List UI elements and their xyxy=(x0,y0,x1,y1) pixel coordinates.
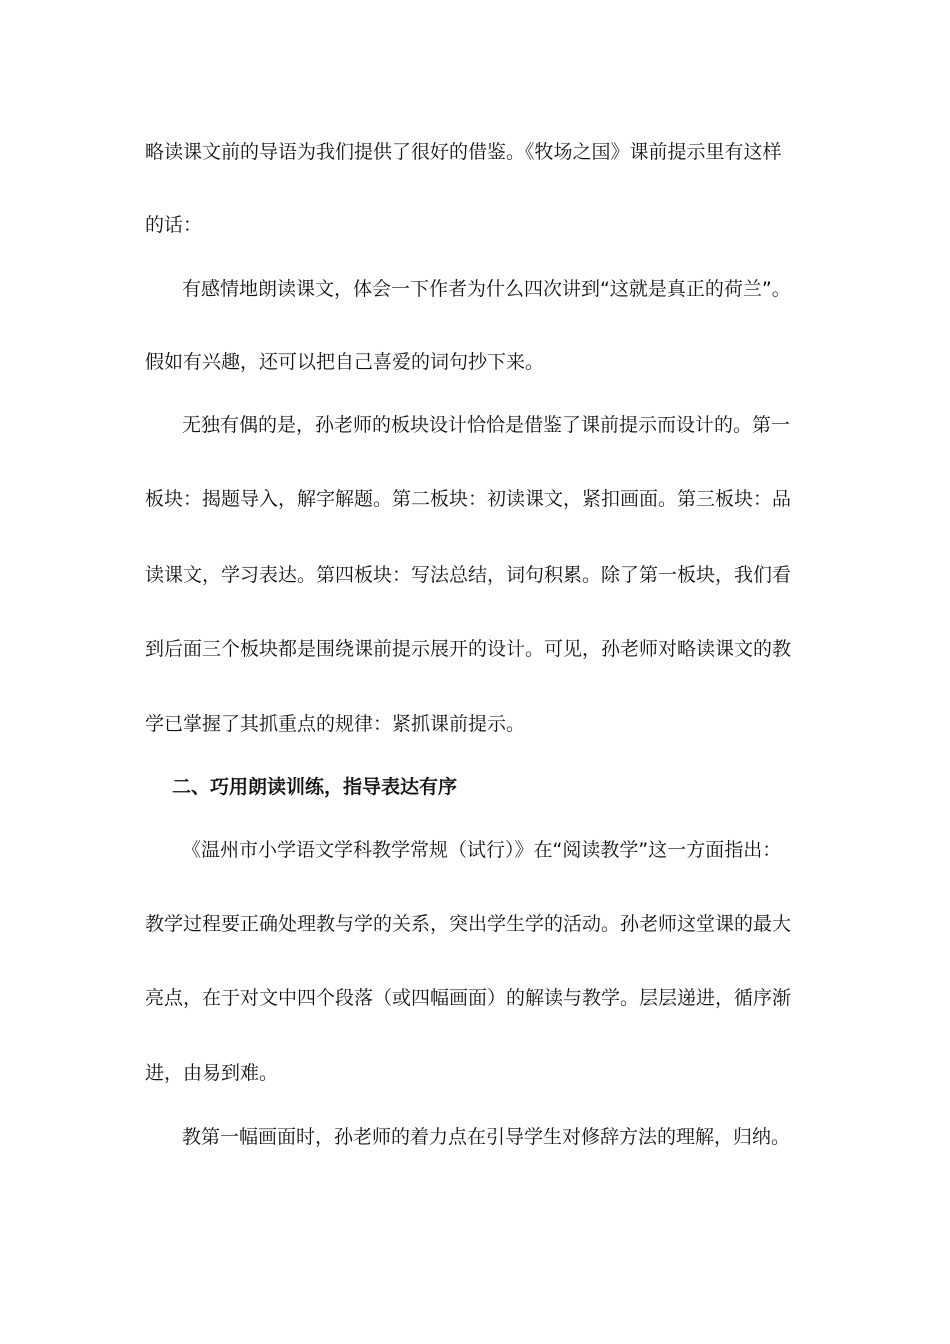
text-line: 亮点，在于对文中四个段落（或四幅画面）的解读与教学。层层递进，循序渐 xyxy=(145,987,792,1009)
text-line: 略读课文前的导语为我们提供了很好的借鉴。《牧场之国》课前提示里有这样 xyxy=(145,141,782,163)
text-line: 教学过程要正确处理教与学的关系，突出学生学的活动。孙老师这堂课的最大 xyxy=(145,913,792,935)
text-line: 无独有偶的是，孙老师的板块设计恰恰是借鉴了课前提示而设计的。第一 xyxy=(182,414,791,436)
text-line: 有感情地朗读课文，体会一下作者为什么四次讲到“这就是真正的荷兰”。 xyxy=(182,278,791,300)
text-line: 学已掌握了其抓重点的规律：紧抓课前提示。 xyxy=(145,713,526,735)
text-line: 板块：揭题导入，解字解题。第二板块：初读课文，紧扣画面。第三板块：品 xyxy=(145,488,792,510)
text-line: 的话： xyxy=(145,214,203,236)
section-heading: 二、巧用朗读训练，指导表达有序 xyxy=(172,776,458,798)
text-line: 《温州市小学语文学科教学常规（试行）》在“阅读教学”这一方面指出： xyxy=(182,839,782,861)
text-line: 读课文，学习表达。第四板块：写法总结，词句积累。除了第一板块，我们看 xyxy=(145,564,792,586)
text-line: 假如有兴趣，还可以把自己喜爱的词句抄下来。 xyxy=(145,351,545,373)
text-line: 到后面三个板块都是围绕课前提示展开的设计。可见，孙老师对略读课文的教 xyxy=(145,638,792,660)
text-line: 进，由易到难。 xyxy=(145,1062,279,1084)
text-line: 教第一幅画面时，孙老师的着力点在引导学生对修辞方法的理解，归纳。 xyxy=(182,1126,791,1148)
